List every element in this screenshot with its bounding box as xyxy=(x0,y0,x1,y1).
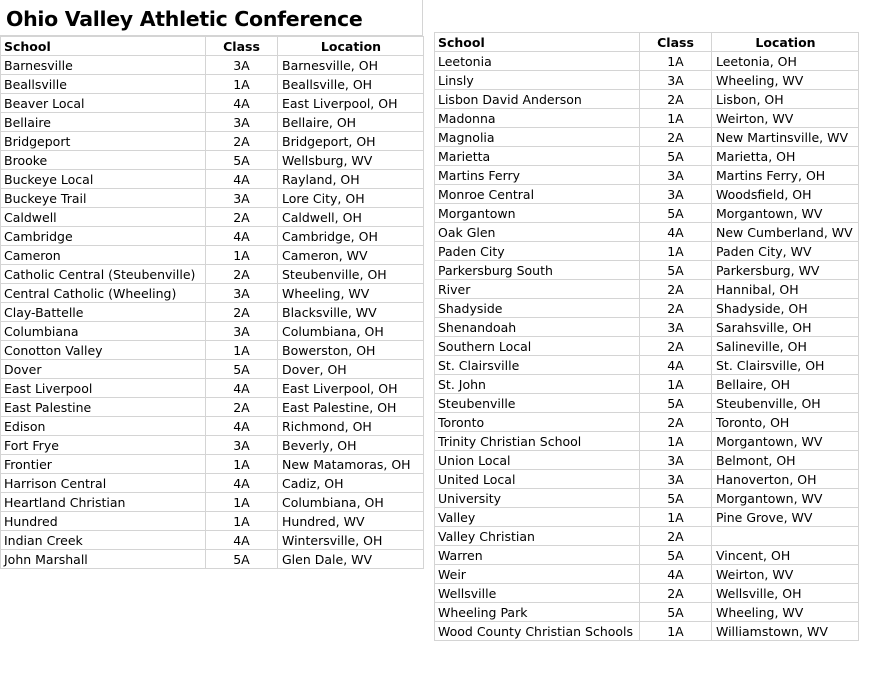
table-row xyxy=(1,132,424,151)
location-cell[interactable]: Bellaire, OH xyxy=(278,113,424,132)
table-row xyxy=(1,512,424,531)
header-location[interactable]: Location xyxy=(712,33,859,52)
location-cell[interactable]: Wheeling, WV xyxy=(278,284,424,303)
table-row xyxy=(435,109,859,128)
class-cell[interactable]: 1A xyxy=(206,341,278,360)
table-row xyxy=(1,493,424,512)
school-cell[interactable]: Bridgeport xyxy=(1,132,206,151)
school-cell[interactable]: University xyxy=(435,489,640,508)
class-cell[interactable]: 1A xyxy=(206,455,278,474)
location-cell[interactable]: Leetonia, OH xyxy=(712,52,859,71)
table-row xyxy=(1,94,424,113)
school-cell[interactable]: Valley xyxy=(435,508,640,527)
class-cell[interactable]: 1A xyxy=(206,75,278,94)
table-row xyxy=(435,223,859,242)
table-row xyxy=(1,170,424,189)
school-cell[interactable]: River xyxy=(435,280,640,299)
table-row xyxy=(435,128,859,147)
location-cell[interactable]: New Matamoras, OH xyxy=(278,455,424,474)
table-row xyxy=(1,474,424,493)
location-cell[interactable]: Morgantown, WV xyxy=(712,489,859,508)
school-cell[interactable]: Conotton Valley xyxy=(1,341,206,360)
location-cell[interactable]: Richmond, OH xyxy=(278,417,424,436)
table-row xyxy=(435,546,859,565)
class-cell[interactable]: 2A xyxy=(640,280,712,299)
school-cell[interactable]: Catholic Central (Steubenville) xyxy=(1,265,206,284)
class-cell[interactable]: 4A xyxy=(206,474,278,493)
table-row xyxy=(1,246,424,265)
class-cell[interactable]: 4A xyxy=(206,379,278,398)
school-cell[interactable]: Beaver Local xyxy=(1,94,206,113)
table-row xyxy=(435,261,859,280)
class-cell[interactable]: 4A xyxy=(640,223,712,242)
location-cell[interactable]: Blacksville, WV xyxy=(278,303,424,322)
location-cell[interactable]: Beallsville, OH xyxy=(278,75,424,94)
location-cell[interactable]: Parkersburg, WV xyxy=(712,261,859,280)
school-cell[interactable]: Parkersburg South xyxy=(435,261,640,280)
table-row xyxy=(435,90,859,109)
class-cell[interactable]: 1A xyxy=(640,622,712,641)
table-row xyxy=(435,166,859,185)
location-cell[interactable]: Morgantown, WV xyxy=(712,204,859,223)
location-cell[interactable]: Hundred, WV xyxy=(278,512,424,531)
table-row xyxy=(435,470,859,489)
location-cell[interactable]: Wellsburg, WV xyxy=(278,151,424,170)
school-cell[interactable]: Oak Glen xyxy=(435,223,640,242)
class-cell[interactable]: 2A xyxy=(206,265,278,284)
school-cell[interactable]: Linsly xyxy=(435,71,640,90)
school-cell[interactable]: Weir xyxy=(435,565,640,584)
school-cell[interactable]: Union Local xyxy=(435,451,640,470)
class-cell[interactable]: 2A xyxy=(206,398,278,417)
table-row xyxy=(435,565,859,584)
location-cell[interactable]: Morgantown, WV xyxy=(712,432,859,451)
location-cell[interactable]: Bowerston, OH xyxy=(278,341,424,360)
location-cell[interactable] xyxy=(712,527,859,546)
school-cell[interactable]: Lisbon David Anderson xyxy=(435,90,640,109)
school-cell[interactable]: Buckeye Local xyxy=(1,170,206,189)
location-cell[interactable]: Columbiana, OH xyxy=(278,322,424,341)
school-cell[interactable]: Indian Creek xyxy=(1,531,206,550)
class-cell[interactable]: 3A xyxy=(640,166,712,185)
header-school[interactable]: School xyxy=(435,33,640,52)
class-cell[interactable]: 4A xyxy=(640,356,712,375)
table-row xyxy=(1,436,424,455)
class-cell[interactable]: 5A xyxy=(206,550,278,569)
header-row xyxy=(1,37,424,56)
class-cell[interactable]: 3A xyxy=(206,284,278,303)
location-cell[interactable]: Woodsfield, OH xyxy=(712,185,859,204)
location-cell[interactable]: Wheeling, WV xyxy=(712,71,859,90)
table-row xyxy=(435,584,859,603)
class-cell[interactable]: 4A xyxy=(206,94,278,113)
class-cell[interactable]: 1A xyxy=(206,512,278,531)
table-row xyxy=(435,451,859,470)
class-cell[interactable]: 4A xyxy=(206,417,278,436)
location-cell[interactable]: Pine Grove, WV xyxy=(712,508,859,527)
table-row xyxy=(435,603,859,622)
location-cell[interactable]: St. Clairsville, OH xyxy=(712,356,859,375)
location-cell[interactable]: Weirton, WV xyxy=(712,109,859,128)
location-cell[interactable]: Wheeling, WV xyxy=(712,603,859,622)
class-cell[interactable]: 1A xyxy=(206,493,278,512)
table-row xyxy=(1,284,424,303)
header-location[interactable]: Location xyxy=(278,37,424,56)
school-cell[interactable]: Clay-Battelle xyxy=(1,303,206,322)
location-cell[interactable]: Belmont, OH xyxy=(712,451,859,470)
location-cell[interactable]: Vincent, OH xyxy=(712,546,859,565)
school-cell[interactable]: Wood County Christian Schools xyxy=(435,622,640,641)
class-cell[interactable]: 1A xyxy=(640,432,712,451)
table-row xyxy=(435,413,859,432)
table-row xyxy=(1,75,424,94)
school-cell[interactable]: Morgantown xyxy=(435,204,640,223)
class-cell[interactable]: 4A xyxy=(206,227,278,246)
class-cell[interactable]: 2A xyxy=(640,299,712,318)
location-cell[interactable]: New Martinsville, WV xyxy=(712,128,859,147)
school-cell[interactable]: Barnesville xyxy=(1,56,206,75)
header-row xyxy=(435,33,859,52)
school-cell[interactable]: Edison xyxy=(1,417,206,436)
header-school[interactable]: School xyxy=(1,37,206,56)
class-cell[interactable]: 5A xyxy=(640,204,712,223)
class-cell[interactable]: 5A xyxy=(640,546,712,565)
table-row xyxy=(435,432,859,451)
school-cell[interactable]: St. John xyxy=(435,375,640,394)
location-cell[interactable]: Columbiana, OH xyxy=(278,493,424,512)
class-cell[interactable]: 2A xyxy=(206,303,278,322)
table-row xyxy=(435,147,859,166)
class-cell[interactable]: 5A xyxy=(640,603,712,622)
class-cell[interactable]: 5A xyxy=(640,261,712,280)
table-row xyxy=(1,189,424,208)
location-cell[interactable]: Weirton, WV xyxy=(712,565,859,584)
class-cell[interactable]: 2A xyxy=(640,90,712,109)
school-cell[interactable]: St. Clairsville xyxy=(435,356,640,375)
school-cell[interactable]: Warren xyxy=(435,546,640,565)
header-class[interactable]: Class xyxy=(206,37,278,56)
location-cell[interactable]: East Liverpool, OH xyxy=(278,379,424,398)
class-cell[interactable]: 2A xyxy=(640,584,712,603)
location-cell[interactable]: East Liverpool, OH xyxy=(278,94,424,113)
school-cell[interactable]: East Palestine xyxy=(1,398,206,417)
location-cell[interactable]: Shadyside, OH xyxy=(712,299,859,318)
table-row xyxy=(435,280,859,299)
location-cell[interactable]: Salineville, OH xyxy=(712,337,859,356)
table-row xyxy=(435,375,859,394)
table-row xyxy=(435,622,859,641)
class-cell[interactable]: 4A xyxy=(206,531,278,550)
table-row xyxy=(1,417,424,436)
school-cell[interactable]: Trinity Christian School xyxy=(435,432,640,451)
school-cell[interactable]: Cameron xyxy=(1,246,206,265)
class-cell[interactable]: 5A xyxy=(206,151,278,170)
school-cell[interactable]: John Marshall xyxy=(1,550,206,569)
table-row xyxy=(1,208,424,227)
class-cell[interactable]: 3A xyxy=(640,318,712,337)
school-cell[interactable]: East Liverpool xyxy=(1,379,206,398)
class-cell[interactable]: 3A xyxy=(640,71,712,90)
class-cell[interactable]: 4A xyxy=(206,170,278,189)
location-cell[interactable]: East Palestine, OH xyxy=(278,398,424,417)
class-cell[interactable]: 2A xyxy=(640,527,712,546)
school-cell[interactable]: Frontier xyxy=(1,455,206,474)
school-cell[interactable]: United Local xyxy=(435,470,640,489)
school-cell[interactable]: Fort Frye xyxy=(1,436,206,455)
table-row xyxy=(435,337,859,356)
table-row xyxy=(1,322,424,341)
school-cell[interactable]: Shenandoah xyxy=(435,318,640,337)
table-row xyxy=(435,489,859,508)
table-row xyxy=(1,531,424,550)
class-cell[interactable]: 2A xyxy=(206,208,278,227)
location-cell[interactable]: Beverly, OH xyxy=(278,436,424,455)
table-row xyxy=(435,242,859,261)
location-cell[interactable]: Sarahsville, OH xyxy=(712,318,859,337)
table-row xyxy=(1,341,424,360)
location-cell[interactable]: Rayland, OH xyxy=(278,170,424,189)
school-cell[interactable]: Dover xyxy=(1,360,206,379)
location-cell[interactable]: Marietta, OH xyxy=(712,147,859,166)
class-cell[interactable]: 1A xyxy=(206,246,278,265)
school-cell[interactable]: Marietta xyxy=(435,147,640,166)
school-cell[interactable]: Buckeye Trail xyxy=(1,189,206,208)
school-cell[interactable]: Madonna xyxy=(435,109,640,128)
school-cell[interactable]: Steubenville xyxy=(435,394,640,413)
class-cell[interactable]: 3A xyxy=(206,189,278,208)
location-cell[interactable]: Williamstown, WV xyxy=(712,622,859,641)
left-schools-table xyxy=(0,36,424,569)
school-cell[interactable]: Toronto xyxy=(435,413,640,432)
school-cell[interactable]: Monroe Central xyxy=(435,185,640,204)
location-cell[interactable]: Hanoverton, OH xyxy=(712,470,859,489)
table-row xyxy=(435,356,859,375)
location-cell[interactable]: Lisbon, OH xyxy=(712,90,859,109)
location-cell[interactable]: Bellaire, OH xyxy=(712,375,859,394)
location-cell[interactable]: Glen Dale, WV xyxy=(278,550,424,569)
location-cell[interactable]: Cambridge, OH xyxy=(278,227,424,246)
school-cell[interactable]: Beallsville xyxy=(1,75,206,94)
school-cell[interactable]: Columbiana xyxy=(1,322,206,341)
location-cell[interactable]: Toronto, OH xyxy=(712,413,859,432)
right-schools-table xyxy=(434,32,859,641)
school-cell[interactable]: Hundred xyxy=(1,512,206,531)
location-cell[interactable]: Caldwell, OH xyxy=(278,208,424,227)
table-row xyxy=(435,71,859,90)
class-cell[interactable]: 3A xyxy=(206,56,278,75)
class-cell[interactable]: 2A xyxy=(640,337,712,356)
class-cell[interactable]: 1A xyxy=(640,242,712,261)
class-cell[interactable]: 5A xyxy=(640,147,712,166)
location-cell[interactable]: Barnesville, OH xyxy=(278,56,424,75)
table-row xyxy=(1,56,424,75)
school-cell[interactable]: Valley Christian xyxy=(435,527,640,546)
location-cell[interactable]: Cameron, WV xyxy=(278,246,424,265)
table-row xyxy=(1,360,424,379)
table-row xyxy=(435,318,859,337)
school-cell[interactable]: Martins Ferry xyxy=(435,166,640,185)
table-row xyxy=(435,394,859,413)
class-cell[interactable]: 2A xyxy=(206,132,278,151)
school-cell[interactable]: Brooke xyxy=(1,151,206,170)
class-cell[interactable]: 3A xyxy=(206,322,278,341)
school-cell[interactable]: Paden City xyxy=(435,242,640,261)
location-cell[interactable]: Dover, OH xyxy=(278,360,424,379)
school-cell[interactable]: Southern Local xyxy=(435,337,640,356)
table-row xyxy=(1,265,424,284)
school-cell[interactable]: Harrison Central xyxy=(1,474,206,493)
table-row xyxy=(1,227,424,246)
location-cell[interactable]: New Cumberland, WV xyxy=(712,223,859,242)
class-cell[interactable]: 3A xyxy=(206,113,278,132)
location-cell[interactable]: Steubenville, OH xyxy=(278,265,424,284)
class-cell[interactable]: 5A xyxy=(206,360,278,379)
location-cell[interactable]: Hannibal, OH xyxy=(712,280,859,299)
class-cell[interactable]: 2A xyxy=(640,128,712,147)
table-row xyxy=(1,455,424,474)
school-cell[interactable]: Shadyside xyxy=(435,299,640,318)
school-cell[interactable]: Caldwell xyxy=(1,208,206,227)
table-row xyxy=(1,398,424,417)
location-cell[interactable]: Cadiz, OH xyxy=(278,474,424,493)
location-cell[interactable]: Wellsville, OH xyxy=(712,584,859,603)
school-cell[interactable]: Cambridge xyxy=(1,227,206,246)
location-cell[interactable]: Lore City, OH xyxy=(278,189,424,208)
location-cell[interactable]: Bridgeport, OH xyxy=(278,132,424,151)
class-cell[interactable]: 1A xyxy=(640,375,712,394)
class-cell[interactable]: 5A xyxy=(640,394,712,413)
class-cell[interactable]: 3A xyxy=(640,470,712,489)
location-cell[interactable]: Martins Ferry, OH xyxy=(712,166,859,185)
table-row xyxy=(1,379,424,398)
class-cell[interactable]: 3A xyxy=(640,185,712,204)
table-row xyxy=(1,113,424,132)
table-row xyxy=(435,527,859,546)
class-cell[interactable]: 1A xyxy=(640,508,712,527)
header-class[interactable]: Class xyxy=(640,33,712,52)
class-cell[interactable]: 3A xyxy=(206,436,278,455)
class-cell[interactable]: 3A xyxy=(640,451,712,470)
school-cell[interactable]: Wellsville xyxy=(435,584,640,603)
table-row xyxy=(1,550,424,569)
class-cell[interactable]: 2A xyxy=(640,413,712,432)
location-cell[interactable]: Wintersville, OH xyxy=(278,531,424,550)
class-cell[interactable]: 5A xyxy=(640,489,712,508)
class-cell[interactable]: 4A xyxy=(640,565,712,584)
class-cell[interactable]: 1A xyxy=(640,52,712,71)
school-cell[interactable]: Central Catholic (Wheeling) xyxy=(1,284,206,303)
page-title: Ohio Valley Athletic Conference xyxy=(6,7,363,31)
school-cell[interactable]: Leetonia xyxy=(435,52,640,71)
table-row xyxy=(435,204,859,223)
school-cell[interactable]: Heartland Christian xyxy=(1,493,206,512)
table-row xyxy=(435,508,859,527)
table-row xyxy=(435,185,859,204)
school-cell[interactable]: Bellaire xyxy=(1,113,206,132)
location-cell[interactable]: Paden City, WV xyxy=(712,242,859,261)
table-row xyxy=(1,151,424,170)
school-cell[interactable]: Magnolia xyxy=(435,128,640,147)
table-row xyxy=(435,299,859,318)
school-cell[interactable]: Wheeling Park xyxy=(435,603,640,622)
location-cell[interactable]: Steubenville, OH xyxy=(712,394,859,413)
class-cell[interactable]: 1A xyxy=(640,109,712,128)
table-row xyxy=(435,52,859,71)
table-row xyxy=(1,303,424,322)
